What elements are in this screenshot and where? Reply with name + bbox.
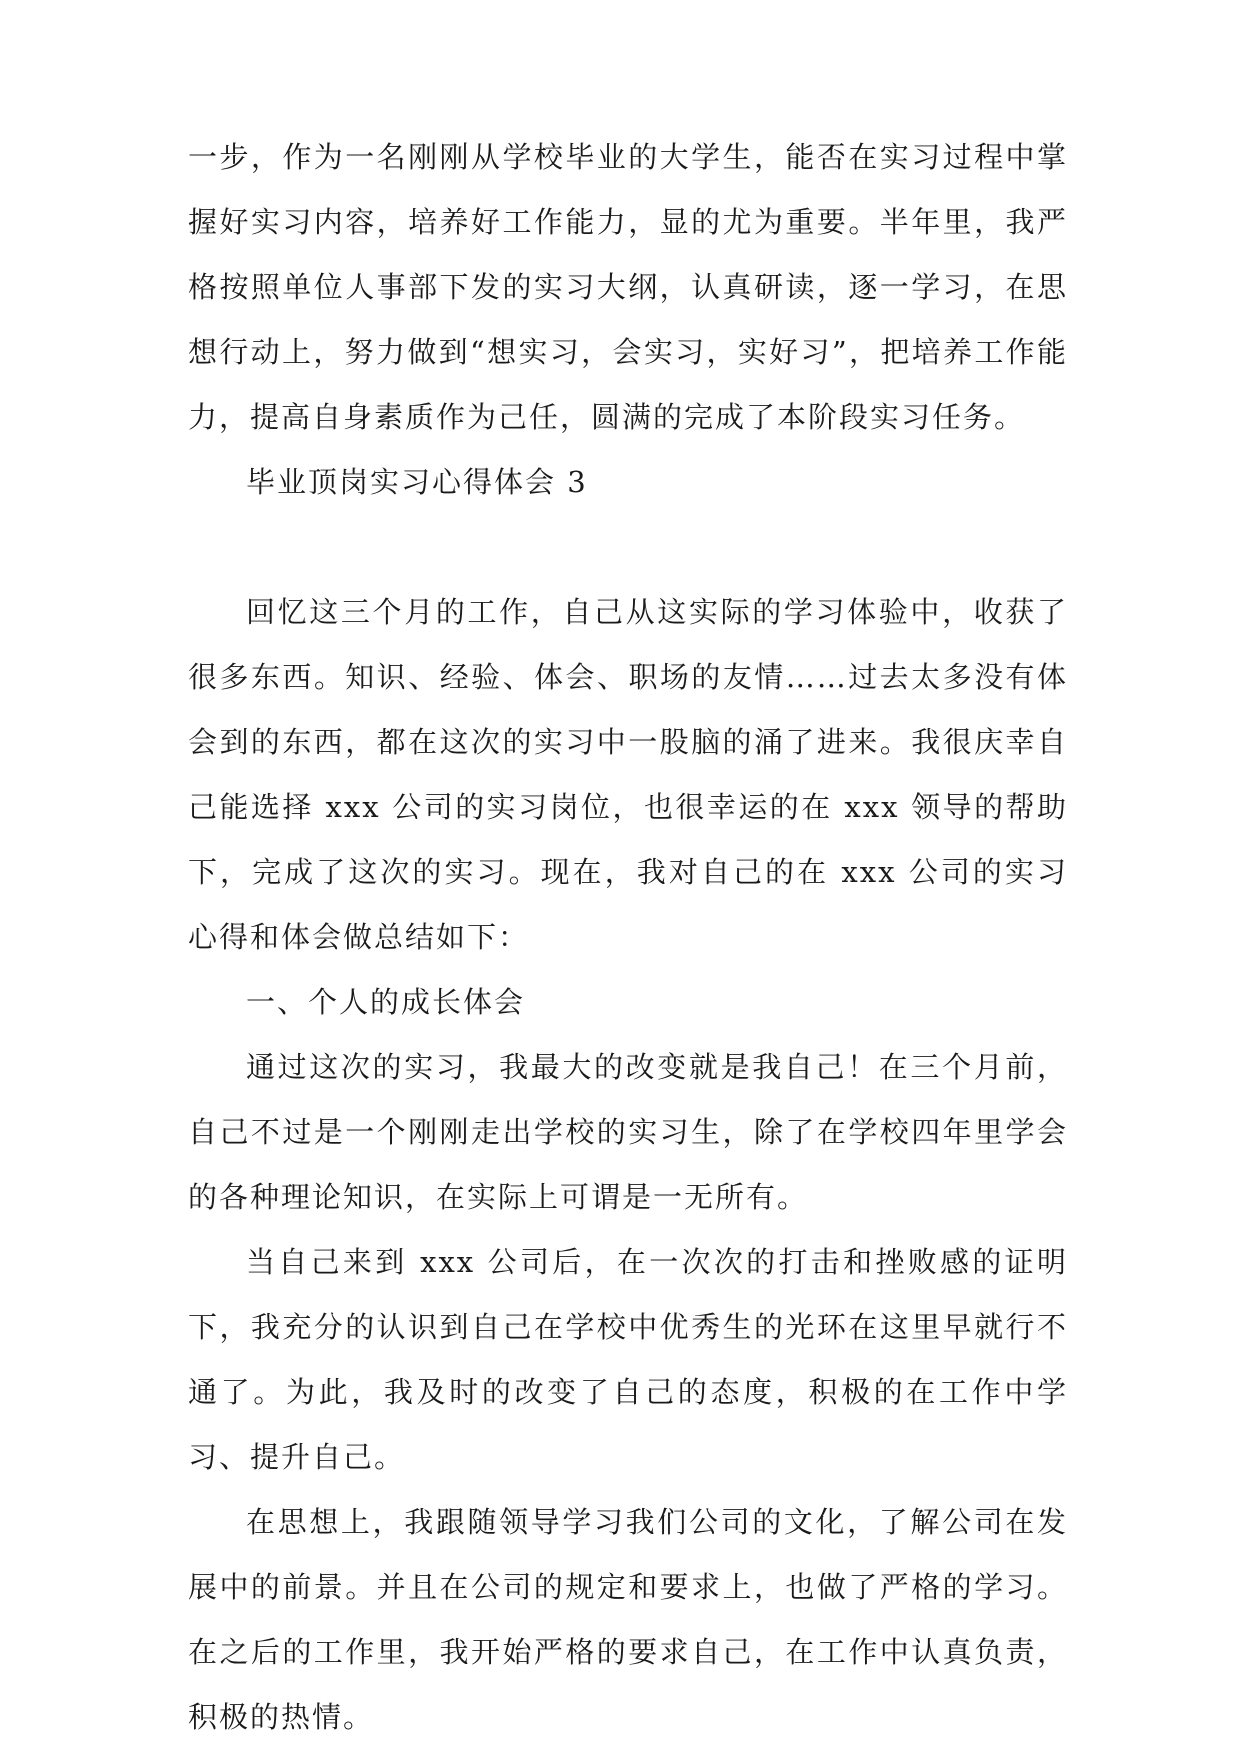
section-title: 毕业顶岗实习心得体会 3 [246, 465, 588, 499]
blank-line [188, 515, 1068, 580]
paragraph-change: 通过这次的实习，我最大的改变就是我自己！在三个月前，自己不过是一个刚刚走出学校的实习生，除了在学校四年里学会的各种理论知识，在实际上可谓是一无所有。 [188, 1050, 1068, 1214]
paragraph-continued: 一步，作为一名刚刚从学校毕业的大学生，能否在实习过程中掌握好实习内容，培养好工作能力，显的尤为重要。半年里，我严格按照单位人事部下发的实习大纲，认真研读，逐一学习，在思想行动上，努力做到“想实习，会实习，实好习”，把培养工作能力，提高自身素质作为己任，圆满的完成了本阶段实习任务。 [188, 140, 1068, 434]
subheading-personal-growth: 一、个人的成长体会 [246, 985, 526, 1019]
paragraph-recall: 回忆这三个月的工作，自己从这实际的学习体验中，收获了很多东西。知识、经验、体会、职场的友情……过去太多没有体会到的东西，都在这次的实习中一股脑的涌了进来。我很庆幸自己能选择 xxx 公司的实习岗位，也很幸运的在 xxx 领导的帮助下，完成了这次的实习。现在，我对自己的在 xxx 公司的实习心得和体会做总结如下： [188, 595, 1068, 954]
paragraph-arrive: 当自己来到 xxx 公司后，在一次次的打击和挫败感的证明下，我充分的认识到自己在学校中优秀生的光环在这里早就行不通了。为此，我及时的改变了自己的态度，积极的在工作中学习、提升自己。 [188, 1245, 1068, 1474]
paragraph-thought: 在思想上，我跟随领导学习我们公司的文化，了解公司在发展中的前景。并且在公司的规定和要求上，也做了严格的学习。在之后的工作里，我开始严格的要求自己，在工作中认真负责，积极的热情。 [188, 1505, 1068, 1734]
document-body [188, 125, 1068, 1750]
